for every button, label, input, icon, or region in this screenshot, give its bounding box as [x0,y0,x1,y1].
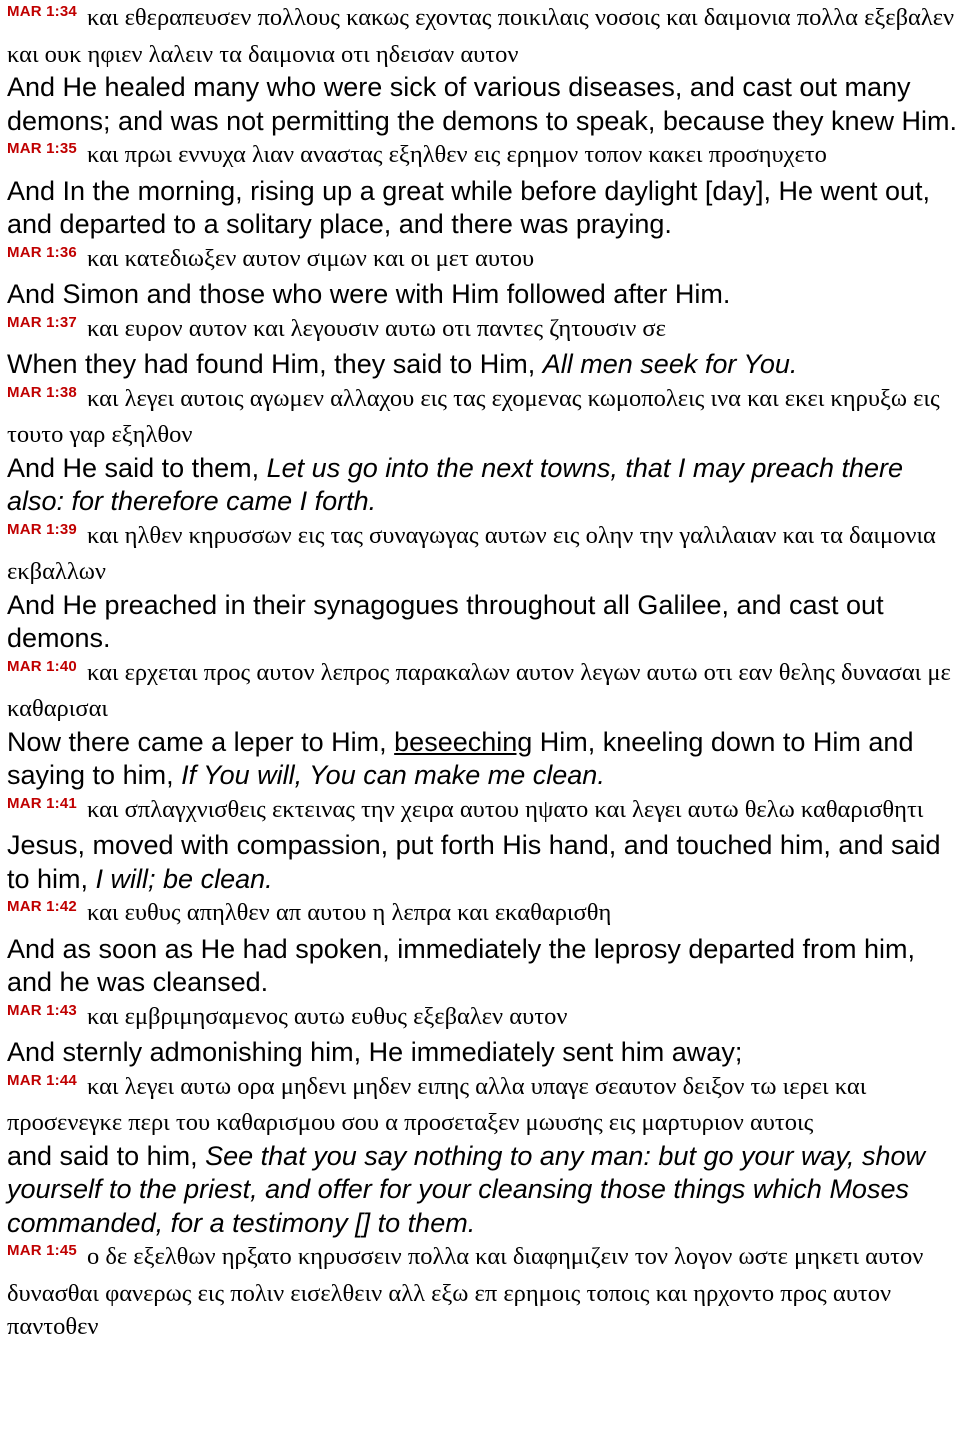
verse-mar-1-34 [7,1,957,138]
english-italic-quote: All men seek for You. [542,349,798,379]
greek-text [7,1070,957,1140]
greek-text [7,793,957,830]
verse-reference: MAR 1:34 [7,3,77,20]
verse-reference: MAR 1:45 [7,1242,77,1259]
greek-line: ο δε εξελθων ηρξατο κηρυσσειν πολλα και διαφημιζειν τον λογον ωστε μηκετι αυτον δυνασθαι φανερως εις πολιν εισελθειν αλλ εξω επ ερημοις τοποις και ηρχοντο προς αυτον παντοθεν [7,1243,924,1340]
verse-reference: MAR 1:43 [7,1001,77,1019]
verse-reference: MAR 1:41 [7,794,77,812]
english-text: And In the morning, rising up a great while before daylight [day], He went out, and departed to a solitary place, and there was praying. [7,175,931,239]
english-text [7,726,957,793]
greek-text [7,138,957,175]
greek-line: και ευρον αυτον και λεγουσιν αυτω οτι παντες ζητουσιν σε [86,314,666,342]
greek-text [7,312,957,349]
verse-mar-1-40 [7,656,957,793]
english-italic-quote: See that you say nothing to any man: but go your way, show yourself to the priest, and offer for your cleansing those things which Moses commanded, for a testimony [] to them. [7,1140,926,1238]
english-plain: Him, kneeling down to Him and saying to him, [7,726,914,790]
greek-text [7,1000,957,1037]
greek-line: και λεγει αυτοις αγωμεν αλλαχου εις τας εχομενας κωμοπολεις ινα και εκει κηρυξω εις τουτο γαρ εξηλθον [7,384,940,448]
english-text: And as soon as He had spoken, immediately the leprosy departed from him, and he was cleansed. [7,933,915,997]
verse-mar-1-44 [7,1070,957,1241]
verse-mar-1-45 [7,1240,957,1344]
english-text [7,1140,957,1241]
verse-mar-1-36 [7,242,957,312]
verse-reference: MAR 1:39 [7,520,77,538]
english-text: And sternly admonishing him, He immediately sent him away; [7,1037,743,1067]
english-text: And He preached in their synagogues throughout all Galilee, and cast out demons. [7,589,884,653]
verse-reference: MAR 1:40 [7,657,77,675]
greek-line: και σπλαγχνισθεις εκτεινας την χειρα αυτου ηψατο και λεγει αυτω θελω καθαρισθητι [86,795,924,823]
english-plain: And He said to them, [7,452,267,483]
verse-mar-1-42 [7,896,957,1000]
greek-text [7,382,957,452]
english-text [7,452,957,519]
greek-line: και λεγει αυτω ορα μηδενι μηδεν ειπης αλλα υπαγε σεαυτον δειξον τω ιερει και προσενεγκε περι του καθαρισμου σου α προσεταξεν μωυσης εις μαρτυριον αυτοις [7,1072,867,1136]
greek-line: και ευθυς απηλθεν απ αυτου η λεπρα και εκαθαρισθη [86,899,612,926]
english-plain: Now there came a leper to Him, [7,726,395,757]
english-plain: Jesus, moved with compassion, put forth His hand, and touched him, and said to him, [7,830,941,894]
underlined-word: beseeching [394,726,533,757]
verse-mar-1-37 [7,312,957,382]
english-italic-quote: I will; be clean. [95,863,273,894]
english-text [7,348,957,382]
greek-text [7,656,957,726]
english-italic-quote: If You will, You can make me clean. [181,760,605,790]
greek-text [7,519,957,589]
english-plain: When they had found Him, they said to Him, [7,349,543,379]
verse-reference: MAR 1:38 [7,383,77,401]
greek-text [7,1,957,71]
verse-mar-1-43 [7,1000,957,1070]
greek-text [7,1240,957,1344]
greek-line: και εθεραπευσεν πολλους κακως εχοντας ποικιλαις νοσοις και δαιμονια πολλα εξεβαλεν και ουκ ηφιεν λαλειν τα δαιμονια οτι ηδεισαν αυτον [7,4,955,68]
english-text: And He healed many who were sick of various diseases, and cast out many demons; and was not permitting the demons to speak, because they knew Him. [7,72,958,136]
greek-line: και ερχεται προς αυτον λεπρος παρακαλων αυτον λεγων αυτω οτι εαν θελης δυνασαι με καθαρισαι [7,658,951,722]
verse-mar-1-35 [7,138,957,242]
verse-reference: MAR 1:42 [7,898,77,915]
english-plain: and said to him, [7,1140,206,1171]
greek-line: και κατεδιωξεν αυτον σιμων και οι μετ αυτου [86,244,535,272]
greek-line: και πρωι εννυχα λιαν αναστας εξηλθεν εις ερημον τοπον κακει προσηυχετο [86,141,827,168]
bible-text-page [7,0,957,1344]
verse-reference: MAR 1:44 [7,1071,77,1089]
verse-reference: MAR 1:36 [7,243,77,261]
english-text [7,829,957,896]
verse-mar-1-39 [7,519,957,656]
verse-mar-1-41 [7,793,957,897]
english-text: And Simon and those who were with Him followed after Him. [7,279,731,309]
verse-mar-1-38 [7,382,957,519]
verse-reference: MAR 1:35 [7,140,77,157]
greek-text [7,242,957,279]
english-italic-quote: Let us go into the next towns, that I may preach there also: for therefore came I forth. [7,452,904,516]
greek-line: και ηλθεν κηρυσσων εις τας συναγωγας αυτων εις ολην την γαλιλαιαν και τα δαιμονια εκβαλλων [7,521,936,585]
verse-reference: MAR 1:37 [7,313,77,331]
greek-line: και εμβριμησαμενος αυτω ευθυς εξεβαλεν αυτον [86,1002,568,1030]
greek-text [7,896,957,933]
